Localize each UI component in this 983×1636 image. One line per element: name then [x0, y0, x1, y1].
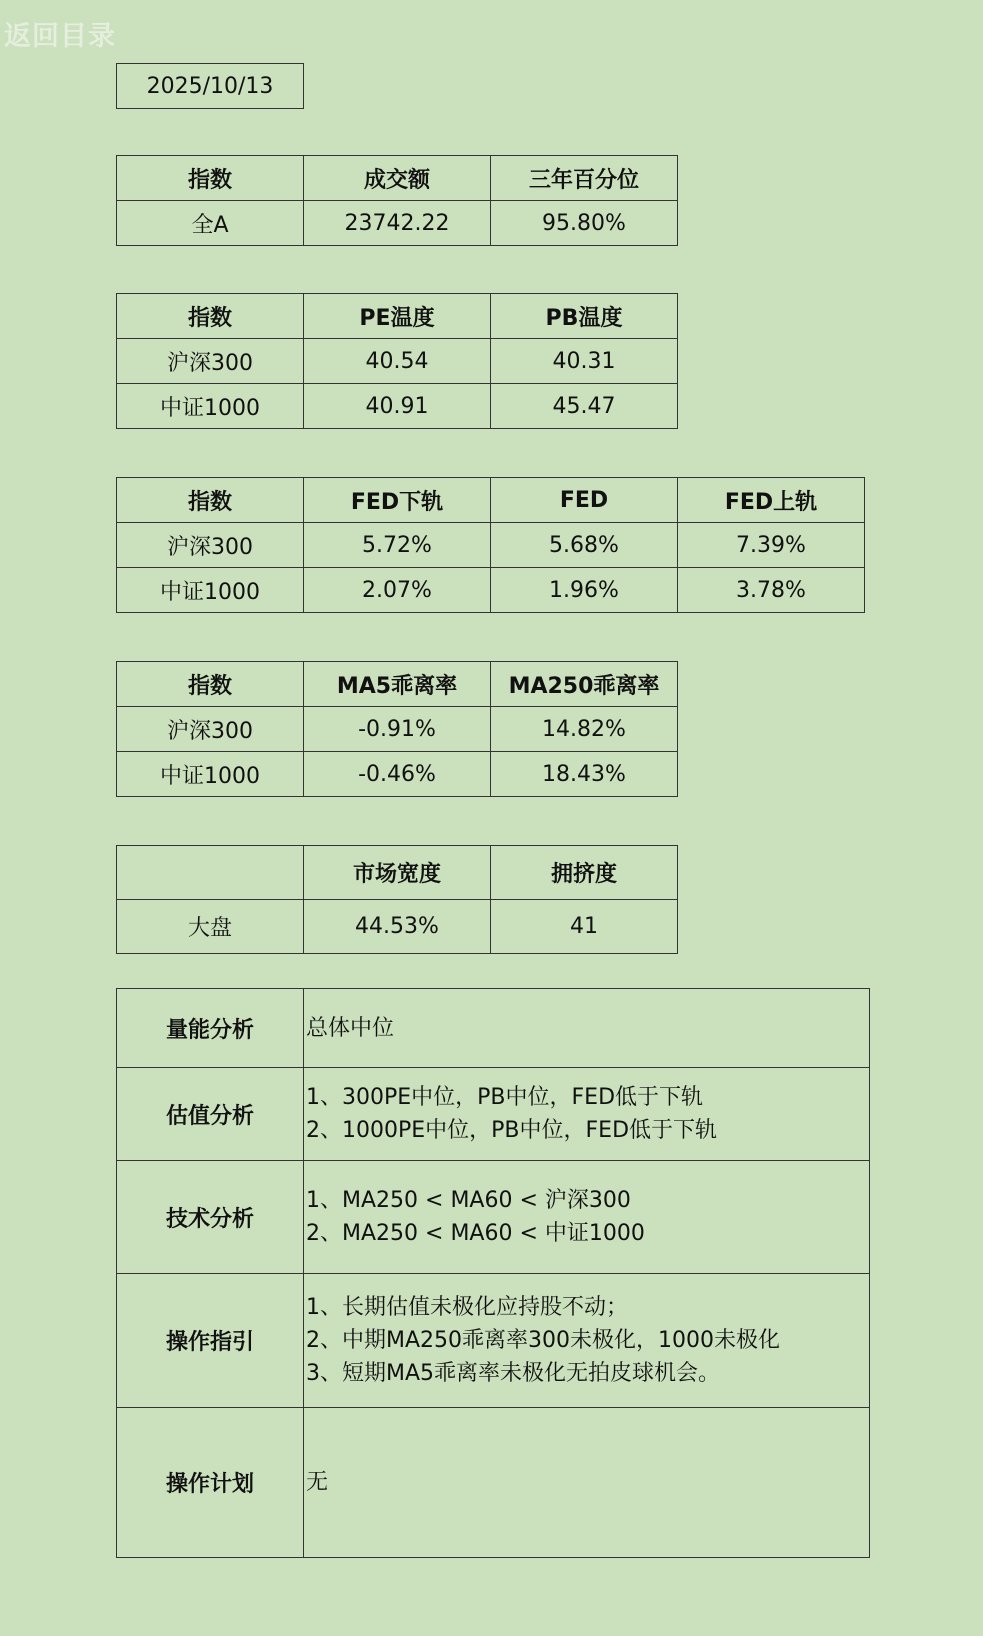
- table-cell: 沪深300: [117, 707, 304, 752]
- header-cell: 拥挤度: [491, 846, 678, 900]
- analysis-line: 2、1000PE中位，PB中位，FED低于下轨: [306, 1118, 718, 1143]
- analysis-row-technical: [117, 1161, 870, 1274]
- table-row: [117, 568, 865, 613]
- table-row: [117, 523, 865, 568]
- analysis-content: [304, 989, 870, 1068]
- table-row: [117, 752, 678, 797]
- analysis-line: 1、300PE中位，PB中位，FED低于下轨: [306, 1085, 704, 1110]
- table-row: [117, 707, 678, 752]
- header-cell: 三年百分位: [491, 156, 678, 201]
- header-cell: 指数: [117, 478, 304, 523]
- analysis-row-guide: [117, 1274, 870, 1408]
- table-cell: 5.68%: [491, 523, 678, 568]
- header-cell: 指数: [117, 294, 304, 339]
- table-cell: 大盘: [117, 900, 304, 954]
- table-cell: 14.82%: [491, 707, 678, 752]
- fed-table: [116, 477, 865, 613]
- table-cell: 23742.22: [304, 201, 491, 246]
- volume-table: [116, 155, 678, 246]
- table-cell: 2.07%: [304, 568, 491, 613]
- analysis-line: 2、MA250 < MA60 < 中证1000: [306, 1221, 645, 1246]
- table-cell: 7.39%: [678, 523, 865, 568]
- analysis-label: 估值分析: [117, 1068, 304, 1161]
- table-header-row: [117, 846, 678, 900]
- analysis-label: 量能分析: [117, 989, 304, 1068]
- table-row: [117, 339, 678, 384]
- table-cell: 全A: [117, 201, 304, 246]
- table-header-row: [117, 294, 678, 339]
- analysis-content: [304, 1408, 870, 1558]
- market-breadth-table: [116, 845, 678, 954]
- table-cell: 41: [491, 900, 678, 954]
- analysis-row-valuation: [117, 1068, 870, 1161]
- analysis-line: 2、中期MA250乖离率300未极化，1000未极化: [306, 1328, 780, 1353]
- header-cell: MA250乖离率: [491, 662, 678, 707]
- table-cell: 95.80%: [491, 201, 678, 246]
- table-cell: 40.31: [491, 339, 678, 384]
- table-cell: -0.46%: [304, 752, 491, 797]
- header-cell: [117, 846, 304, 900]
- back-to-contents-link[interactable]: 返回目录: [4, 21, 116, 52]
- analysis-line: 3、短期MA5乖离率未极化无拍皮球机会。: [306, 1361, 721, 1386]
- table-cell: 45.47: [491, 384, 678, 429]
- analysis-label: 操作指引: [117, 1274, 304, 1408]
- table-cell: 40.91: [304, 384, 491, 429]
- analysis-line: 1、MA250 < MA60 < 沪深300: [306, 1188, 631, 1213]
- table-row: [117, 900, 678, 954]
- analysis-label: 操作计划: [117, 1408, 304, 1558]
- table-cell: 40.54: [304, 339, 491, 384]
- table-cell: 1.96%: [491, 568, 678, 613]
- header-cell: FED下轨: [304, 478, 491, 523]
- analysis-line: 无: [306, 1470, 329, 1495]
- analysis-content: [304, 1274, 870, 1408]
- header-cell: MA5乖离率: [304, 662, 491, 707]
- header-cell: 市场宽度: [304, 846, 491, 900]
- table-cell: 5.72%: [304, 523, 491, 568]
- header-cell: 指数: [117, 662, 304, 707]
- table-cell: 中证1000: [117, 384, 304, 429]
- header-cell: 指数: [117, 156, 304, 201]
- table-header-row: [117, 478, 865, 523]
- table-header-row: [117, 156, 678, 201]
- report-date: 2025/10/13: [116, 63, 304, 109]
- analysis-row-volume: [117, 989, 870, 1068]
- analysis-label: 技术分析: [117, 1161, 304, 1274]
- table-row: [117, 201, 678, 246]
- analysis-content: [304, 1161, 870, 1274]
- header-cell: FED: [491, 478, 678, 523]
- table-cell: 3.78%: [678, 568, 865, 613]
- table-header-row: [117, 662, 678, 707]
- analysis-table: [116, 988, 870, 1558]
- analysis-line: 总体中位: [306, 1015, 395, 1041]
- table-cell: 中证1000: [117, 752, 304, 797]
- temperature-table: [116, 293, 678, 429]
- table-cell: 44.53%: [304, 900, 491, 954]
- header-cell: PB温度: [491, 294, 678, 339]
- analysis-line: 1、长期估值未极化应持股不动；: [306, 1295, 628, 1320]
- table-cell: 沪深300: [117, 523, 304, 568]
- table-cell: 中证1000: [117, 568, 304, 613]
- header-cell: 成交额: [304, 156, 491, 201]
- table-row: [117, 384, 678, 429]
- table-cell: -0.91%: [304, 707, 491, 752]
- table-cell: 沪深300: [117, 339, 304, 384]
- analysis-content: [304, 1068, 870, 1161]
- header-cell: FED上轨: [678, 478, 865, 523]
- table-cell: 18.43%: [491, 752, 678, 797]
- ma-deviation-table: [116, 661, 678, 797]
- analysis-row-plan: [117, 1408, 870, 1558]
- header-cell: PE温度: [304, 294, 491, 339]
